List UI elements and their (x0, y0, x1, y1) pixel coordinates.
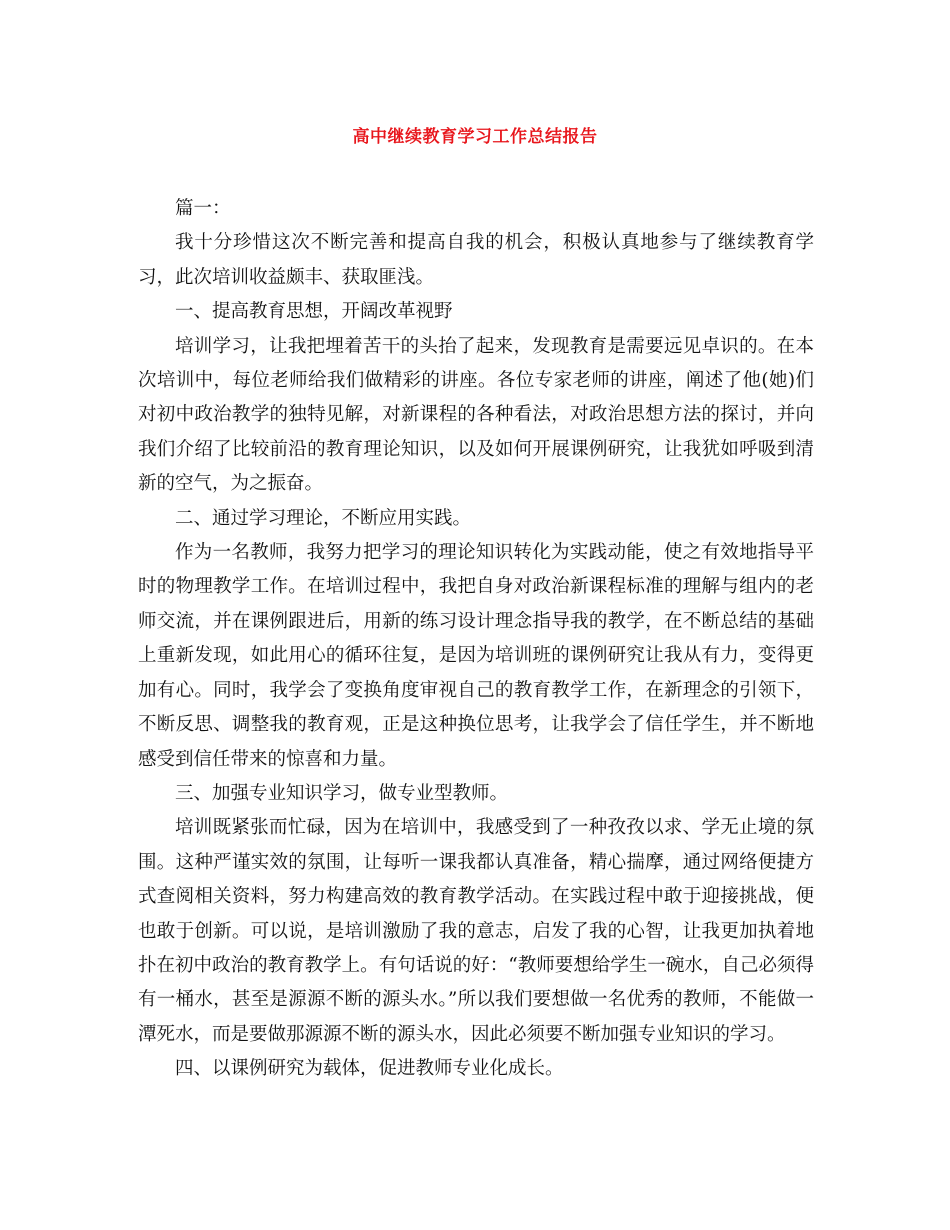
paragraph-2: 作为一名教师，我努力把学习的理论知识转化为实践动能，使之有效地指导平时的物理教学工作。在培训过程中，我把自身对政治新课程标准的理解与组内的老师交流，并在课例跟进后，用新的练习设计理念指导我的教学，在不断总结的基础上重新发现，如此用心的循环往复，是因为培训班的课例研究让我从有力，变得更加有心。同时，我学会了变换角度审视自己的教育教学工作，在新理念的引领下，不断反思、调整我的教育观，正是这种换位思考，让我学会了信任学生，并不断地感受到信任带来的惊喜和力量。 (138, 542, 814, 770)
paragraph-3: 培训既紧张而忙碌，因为在培训中，我感受到了一种孜孜以求、学无止境的氛围。这种严谨实效的氛围，让每听一课我都认真准备，精心揣摩，通过网络便捷方式查阅相关资料，努力构建高效的教育教学活动。在实践过程中敢于迎接挑战，便也敢于创新。可以说，是培训激励了我的意志，启发了我的心智，让我更加执着地扑在初中政治的教育教学上。有句话说的好：“教师要想给学生一碗水，自己必须得有一桶水，甚至是源源不断的源头水。”所以我们要想做一名优秀的教师，不能做一潭死水，而是要做那源源不断的源头水，因此必须要不断加强专业知识的学习。 (138, 817, 814, 1045)
section-label: 篇一： (175, 198, 231, 219)
paragraph-1: 培训学习，让我把埋着苦干的头抬了起来，发现教育是需要远见卓识的。在本次培训中，每位老师给我们做精彩的讲座。各位专家老师的讲座，阐述了他(她)们对初中政治教学的独特见解，对新课程的各种看法，对政治思想方法的探讨，并向我们介绍了比较前沿的教育理论知识，以及如何开展课例研究，让我犹如呼吸到清新的空气，为之振奋。 (138, 335, 814, 495)
heading-3: 三、加强专业知识学习，做专业型教师。 (175, 782, 509, 804)
heading-2: 二、通过学习理论，不断应用实践。 (175, 507, 472, 529)
intro-paragraph: 我十分珍惜这次不断完善和提高自我的机会，积极认真地参与了继续教育学习，此次培训收益颇丰、获取匪浅。 (138, 232, 814, 288)
heading-1: 一、提高教育思想，开阔改革视野 (175, 301, 453, 323)
heading-4: 四、以课例研究为载体，促进教师专业化成长。 (175, 1058, 564, 1080)
document-title: 高中继续教育学习工作总结报告 (352, 127, 598, 147)
document-body (138, 192, 814, 1087)
